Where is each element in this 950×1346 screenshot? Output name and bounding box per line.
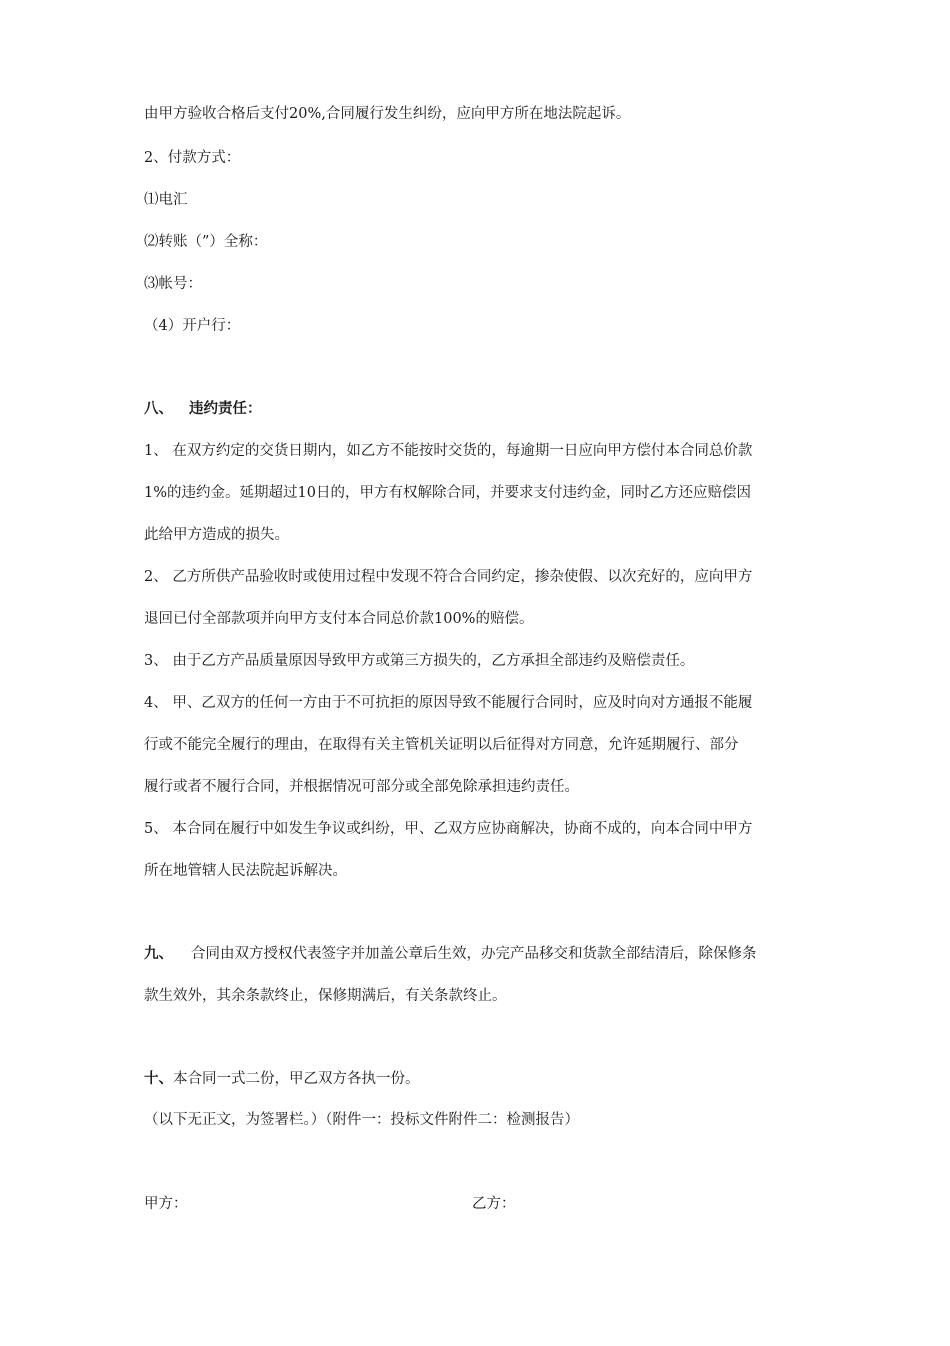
- section8-item1-line3: 此给甲方造成的损失。: [144, 527, 289, 543]
- section8-item4-line3: 履行或者不履行合同，并根据情况可部分或全部免除承担违约责任。: [144, 779, 579, 795]
- section8-item3-line1: 3、 由于乙方产品质量原因导致甲方或第三方损失的，乙方承担全部违约及赔偿责任。: [144, 653, 695, 669]
- section8-label: 八、: [144, 401, 173, 417]
- section9-text-line1: 合同由双方授权代表签字并加盖公章后生效，办完产品移交和货款全部结清后，除保修条: [191, 946, 757, 962]
- section8-item5-line1: 5、 本合同在履行中如发生争议或纠纷，甲、乙双方应协商解决，协商不成的，向本合同中甲方: [144, 821, 753, 837]
- section9-label: 九、: [144, 946, 173, 962]
- section10-label: 十、: [144, 1071, 173, 1087]
- section10-text: 本合同一式二份，甲乙双方各执一份。: [173, 1071, 420, 1087]
- payment-continuation: 由甲方验收合格后支付20%,合同履行发生纠纷，应向甲方所在地法院起诉。: [144, 106, 631, 122]
- section9-line2: 款生效外，其余条款终止，保修期满后，有关条款终止。: [144, 988, 507, 1004]
- section8-item2-line2: 退回已付全部款项并向甲方支付本合同总价款100%的赔偿。: [144, 611, 534, 627]
- signature-party-a: 甲方：: [144, 1196, 188, 1212]
- section8-item1-line1: 1、 在双方约定的交货日期内，如乙方不能按时交货的，每逾期一日应向甲方偿付本合同总价款: [144, 443, 753, 459]
- section8-item1-line2: 1%的违约金。延期超过10日的，甲方有权解除合同，并要求支付违约金，同时乙方还应赔偿因: [144, 485, 751, 501]
- section8-heading: [144, 399, 824, 419]
- section10-line: [144, 1069, 824, 1089]
- payment-method-2: ⑵转账（”）全称：: [144, 234, 268, 250]
- section8-item4-line1: 4、 甲、乙双方的任何一方由于不可抗拒的原因导致不能履行合同时，应及时向对方通报不能履: [144, 695, 753, 711]
- section8-title: 违约责任：: [189, 401, 262, 417]
- section9-line1: [144, 944, 824, 964]
- section8-item5-line2: 所在地管辖人民法院起诉解决。: [144, 863, 347, 879]
- signature-party-b: 乙方：: [472, 1196, 516, 1212]
- payment-method-3: ⑶帐号：: [144, 276, 202, 292]
- payment-method-title: 2、付款方式：: [144, 150, 241, 166]
- section10-note: （以下无正文，为签署栏。）（附件一：投标文件附件二：检测报告）: [144, 1112, 579, 1128]
- payment-method-4: （4）开户行：: [144, 318, 241, 334]
- section8-item4-line2: 行或不能完全履行的理由，在取得有关主管机关证明以后征得对方同意，允许延期履行、部分: [144, 737, 739, 753]
- payment-method-1: ⑴电汇: [144, 192, 188, 208]
- section8-item2-line1: 2、 乙方所供产品验收时或使用过程中发现不符合合同约定，掺杂使假、以次充好的，应向甲方: [144, 569, 753, 585]
